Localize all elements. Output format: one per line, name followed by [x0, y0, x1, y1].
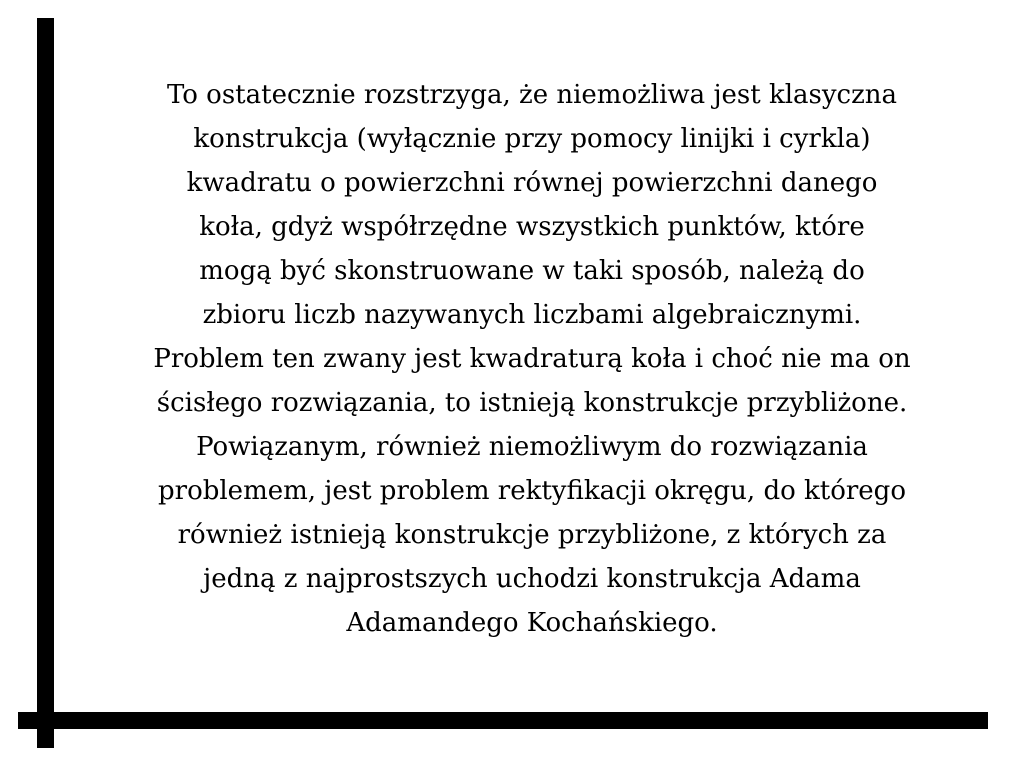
body-line: Powiązanym, również niemożliwym do rozwiązania: [196, 432, 868, 462]
body-line: również istnieją konstrukcje przybliżone, z których za: [177, 520, 887, 550]
body-line: ścisłego rozwiązania, to istnieją konstrukcje przybliżone.: [156, 388, 908, 418]
body-line: jedną z najprostszych uchodzi konstrukcja Adama: [203, 564, 861, 594]
body-line: Adamandego Kochańskiego.: [346, 608, 718, 638]
body-paragraph: [66, 73, 998, 645]
body-line: problemem, jest problem rektyfikacji okręgu, do którego: [158, 476, 906, 506]
body-line: To ostatecznie rozstrzyga, że niemożliwa jest klasyczna: [166, 80, 898, 110]
body-line: mogą być skonstruowane w taki sposób, należą do: [199, 256, 865, 286]
body-line: konstrukcja (wyłącznie przy pomocy linijki i cyrkla): [193, 124, 871, 154]
body-line: koła, gdyż współrzędne wszystkich punktów, które: [199, 212, 865, 242]
vertical-border-bar: [37, 18, 54, 748]
body-line: kwadratu o powierzchni równej powierzchni danego: [186, 168, 878, 198]
body-line: Problem ten zwany jest kwadraturą koła i choć nie ma on: [153, 344, 911, 374]
horizontal-border-bar: [18, 712, 988, 729]
body-line: zbioru liczb nazywanych liczbami algebraicznymi.: [202, 300, 862, 330]
